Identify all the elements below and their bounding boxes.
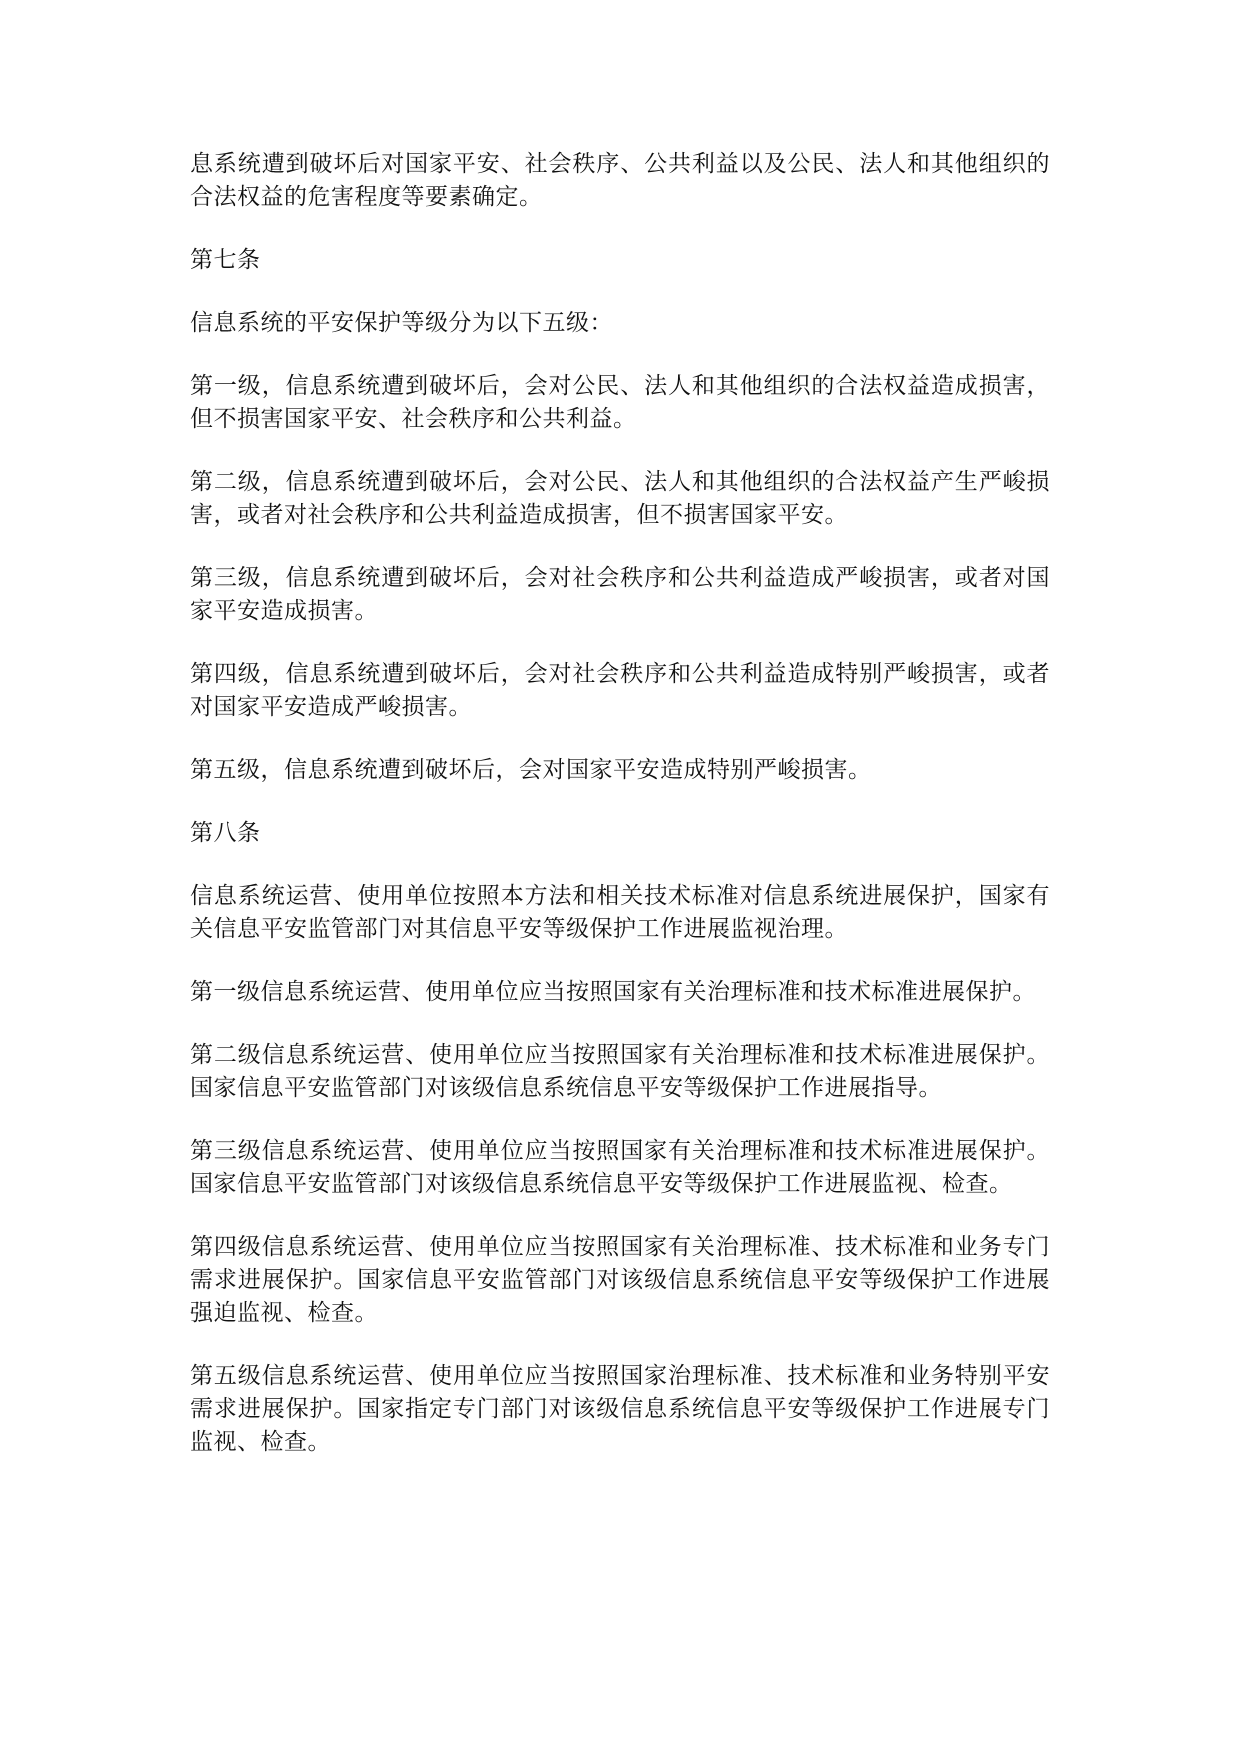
article-7-heading: 第七条 <box>190 247 261 273</box>
level-3-protection-paragraph: 第三级信息系统运营、使用单位应当按照国家有关治理标准和技术标准进展保护。国家信息平安监管部门对该级信息系统信息平安等级保护工作进展监视、检查。 <box>190 1138 1050 1197</box>
level-1-paragraph: 第一级，信息系统遭到破坏后，会对公民、法人和其他组织的合法权益造成损害，但不损害国家平安、社会秩序和公共利益。 <box>190 373 1050 432</box>
level-4-paragraph: 第四级，信息系统遭到破坏后，会对社会秩序和公共利益造成特别严峻损害，或者对国家平安造成严峻损害。 <box>190 661 1050 720</box>
article-7-intro: 信息系统的平安保护等级分为以下五级： <box>190 310 613 336</box>
level-3-paragraph: 第三级，信息系统遭到破坏后，会对社会秩序和公共利益造成严峻损害，或者对国家平安造成损害。 <box>190 565 1050 624</box>
level-5-protection-paragraph: 第五级信息系统运营、使用单位应当按照国家治理标准、技术标准和业务特别平安需求进展保护。国家指定专门部门对该级信息系统信息平安等级保护工作进展专门监视、检查。 <box>190 1363 1050 1455</box>
article-8-intro: 信息系统运营、使用单位按照本方法和相关技术标准对信息系统进展保护，国家有关信息平安监管部门对其信息平安等级保护工作进展监视治理。 <box>190 883 1050 942</box>
level-1-protection-paragraph: 第一级信息系统运营、使用单位应当按照国家有关治理标准和技术标准进展保护。 <box>190 979 1036 1005</box>
paragraph-continuation: 息系统遭到破坏后对国家平安、社会秩序、公共利益以及公民、法人和其他组织的合法权益的危害程度等要素确定。 <box>190 151 1050 210</box>
level-2-protection-paragraph: 第二级信息系统运营、使用单位应当按照国家有关治理标准和技术标准进展保护。国家信息平安监管部门对该级信息系统信息平安等级保护工作进展指导。 <box>190 1042 1050 1101</box>
level-4-protection-paragraph: 第四级信息系统运营、使用单位应当按照国家有关治理标准、技术标准和业务专门需求进展保护。国家信息平安监管部门对该级信息系统信息平安等级保护工作进展强迫监视、检查。 <box>190 1234 1050 1326</box>
level-2-paragraph: 第二级，信息系统遭到破坏后，会对公民、法人和其他组织的合法权益产生严峻损害，或者对社会秩序和公共利益造成损害，但不损害国家平安。 <box>190 469 1050 528</box>
article-8-heading: 第八条 <box>190 820 261 846</box>
level-5-paragraph: 第五级，信息系统遭到破坏后，会对国家平安造成特别严峻损害。 <box>190 757 872 783</box>
document-page <box>190 148 1050 1489</box>
